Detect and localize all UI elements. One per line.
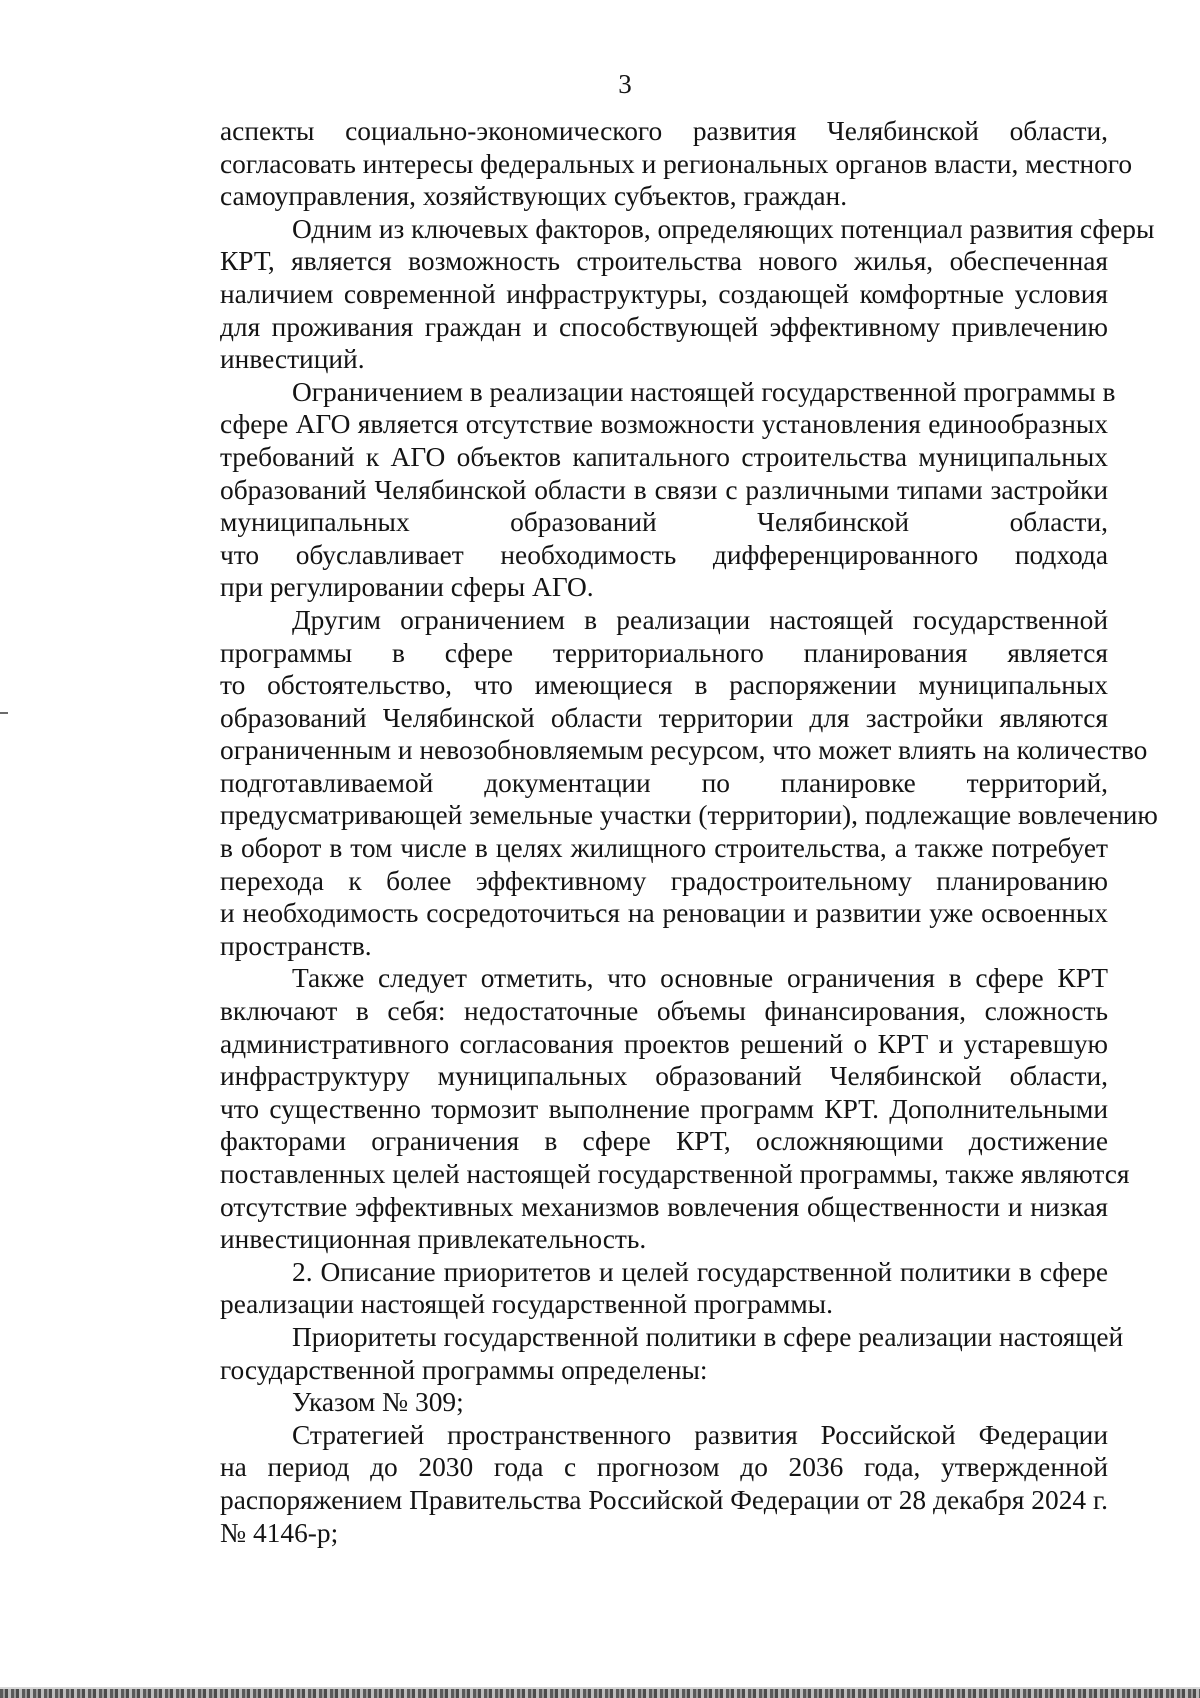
paragraph [148, 1386, 1108, 1419]
paragraph [148, 376, 1116, 604]
text-line: наличием современной инфраструктуры, создающей комфортные условия [220, 278, 1108, 309]
text-line: программы в сфере территориального планирования является [220, 637, 1108, 668]
text-line: Также следует отметить, что основные ограничения в сфере КРТ [292, 963, 1108, 994]
text-line: для проживания граждан и способствующей эффективному привлечению [220, 311, 1108, 342]
text-line: пространств. [220, 930, 372, 961]
text-line: требований к АГО объектов капитального строительства муниципальных [220, 441, 1108, 472]
text-line: ограниченным и невозобновляемым ресурсом, что может влиять на количество [220, 735, 1148, 766]
text-line: подготавливаемой документации по планировке территорий, [220, 767, 1108, 798]
page-number: 3 [618, 69, 632, 99]
text-line: сфере АГО является отсутствие возможности установления единообразных [220, 409, 1108, 440]
text-line: на период до 2030 года с прогнозом до 2036 года, утвержденной [220, 1452, 1108, 1483]
text-line: то обстоятельство, что имеющиеся в распоряжении муниципальных [220, 670, 1108, 701]
paragraph [148, 1419, 1108, 1549]
text-line: образований Челябинской области территории для застройки являются [220, 702, 1108, 733]
paragraph [148, 962, 1130, 1255]
paragraph [148, 604, 1158, 963]
text-line: инвестиций. [220, 344, 365, 375]
text-line: образований Челябинской области в связи с различными типами застройки [220, 474, 1108, 505]
text-line: перехода к более эффективному градостроительному планированию [220, 865, 1108, 896]
text-line: что существенно тормозит выполнение программ КРТ. Дополнительными [220, 1093, 1108, 1124]
text-line: распоряжением Правительства Российской Федерации от 28 декабря 2024 г. [220, 1484, 1108, 1515]
text-line: муниципальных образований Челябинской области, [220, 507, 1108, 538]
scan-bottom-edge [0, 1689, 1200, 1698]
text-line: Приоритеты государственной политики в сфере реализации настоящей [292, 1321, 1124, 1352]
body-text [148, 115, 1158, 1549]
paragraph [148, 1256, 1108, 1321]
text-line: 2. Описание приоритетов и целей государственной политики в сфере [292, 1256, 1108, 1287]
text-line: государственной программы определены: [220, 1354, 708, 1385]
text-line: при регулировании сферы АГО. [220, 572, 594, 603]
paragraph [148, 115, 1133, 213]
text-line: № 4146-р; [220, 1517, 339, 1548]
text-line: инфраструктуру муниципальных образований Челябинской области, [220, 1061, 1108, 1092]
text-line: поставленных целей настоящей государственной программы, также являются [220, 1159, 1130, 1189]
text-line: и необходимость сосредоточиться на реновации и развитии уже освоенных [220, 898, 1108, 929]
text-line: в оборот в том числе в целях жилищного строительства, а также потребует [220, 833, 1108, 864]
text-line: аспекты социально-экономического развития Челябинской области, [220, 116, 1108, 146]
text-line: Другим ограничением в реализации настоящей государственной [292, 604, 1108, 635]
text-line: предусматривающей земельные участки (территории), подлежащие вовлечению [220, 800, 1158, 831]
text-line: административного согласования проектов решений о КРТ и устаревшую [220, 1028, 1108, 1059]
text-line: КРТ, является возможность строительства нового жилья, обеспеченная [220, 246, 1108, 277]
text-line: отсутствие эффективных механизмов вовлечения общественности и низкая [220, 1191, 1108, 1222]
margin-mark [0, 712, 8, 714]
text-line: включают в себя: недостаточные объемы финансирования, сложность [220, 996, 1108, 1027]
paragraph [148, 1321, 1124, 1386]
text-line: Стратегией пространственного развития Российской Федерации [292, 1419, 1108, 1450]
text-line: реализации настоящей государственной программы. [220, 1289, 833, 1320]
paragraph [148, 213, 1155, 376]
text-line: что обуславливает необходимость дифференцированного подхода [220, 539, 1108, 570]
text-line: инвестиционная привлекательность. [220, 1224, 647, 1255]
text-line: Указом № 309; [292, 1387, 464, 1418]
text-line: Одним из ключевых факторов, определяющих потенциал развития сферы [292, 213, 1155, 244]
text-line: согласовать интересы федеральных и региональных органов власти, местного [220, 148, 1133, 179]
text-line: самоуправления, хозяйствующих субъектов, граждан. [220, 181, 848, 212]
text-line: Ограничением в реализации настоящей государственной программы в [292, 376, 1116, 407]
text-line: факторами ограничения в сфере КРТ, осложняющими достижение [220, 1126, 1108, 1157]
